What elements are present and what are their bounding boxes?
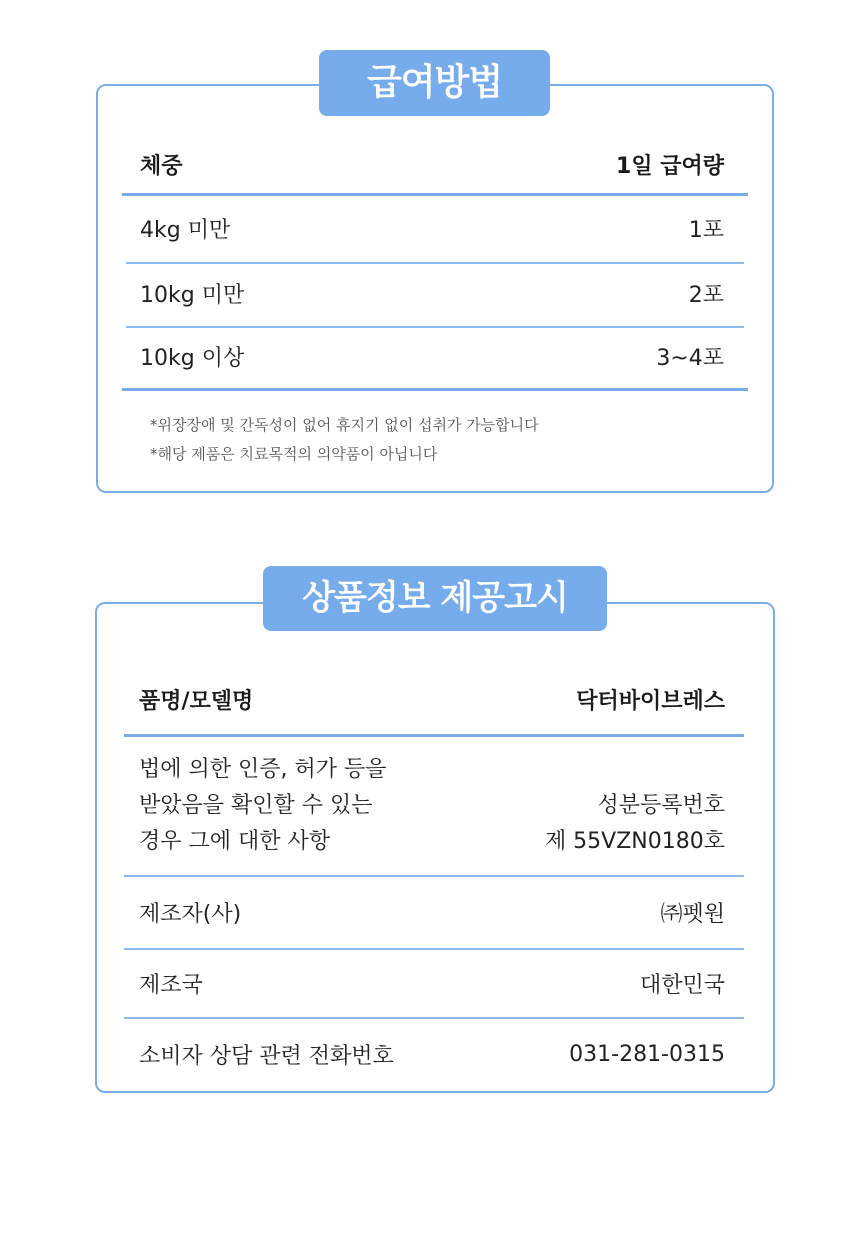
amount-cell: 2포 xyxy=(688,282,724,308)
note-line: *해당 제품은 치료목적의 의약품이 아닙니다 xyxy=(150,445,438,463)
country-label: 제조국 xyxy=(139,972,203,998)
certification-label-line: 경우 그에 대한 사항 xyxy=(139,829,330,854)
feeding-row xyxy=(98,341,772,371)
amount-cell: 1포 xyxy=(688,217,724,243)
certification-label-line: 법에 의한 인증, 허가 등을 xyxy=(139,757,387,782)
manufacturer-value: ㈜펫원 xyxy=(660,901,725,927)
info-row xyxy=(97,897,773,927)
certification-label-line: 받았음을 확인할 수 있는 xyxy=(139,793,373,818)
header-divider xyxy=(124,734,744,737)
certification-value-line: 성분등록번호 xyxy=(597,793,725,818)
info-row xyxy=(97,968,773,998)
weight-cell: 4kg 미만 xyxy=(140,217,231,243)
row-divider xyxy=(124,875,744,877)
weight-cell: 10kg 미만 xyxy=(140,282,245,308)
feeding-row xyxy=(98,213,772,243)
country-value: 대한민국 xyxy=(639,972,725,998)
table-bottom-divider xyxy=(122,388,748,391)
info-row xyxy=(97,1039,773,1069)
feeding-notes xyxy=(150,411,539,469)
product-info-card xyxy=(95,602,775,1093)
row-divider xyxy=(124,948,744,950)
phone-label: 소비자 상담 관련 전화번호 xyxy=(139,1043,394,1069)
daily-amount-header: 1일 급여량 xyxy=(616,153,724,179)
note-line: *위장장애 및 간독성이 없어 휴지기 없이 섭취가 가능합니다 xyxy=(150,416,539,434)
header-divider xyxy=(122,193,748,196)
info-header-row xyxy=(97,684,773,714)
feeding-row xyxy=(98,278,772,308)
row-divider xyxy=(124,1017,744,1019)
row-divider xyxy=(126,326,744,328)
certification-label xyxy=(139,752,387,860)
feeding-card xyxy=(96,84,774,493)
certification-value-line: 제 55VZN0180호 xyxy=(544,829,725,854)
product-name-label: 품명/모델명 xyxy=(139,688,254,714)
amount-cell: 3~4포 xyxy=(656,345,724,371)
weight-cell: 10kg 이상 xyxy=(140,345,245,371)
feeding-title: 급여방법 xyxy=(319,50,550,116)
feeding-header-row xyxy=(98,149,772,179)
product-name-value: 닥터바이브레스 xyxy=(576,688,725,714)
phone-value: 031-281-0315 xyxy=(569,1041,725,1067)
certification-value xyxy=(545,788,725,860)
row-divider xyxy=(126,262,744,264)
manufacturer-label: 제조자(사) xyxy=(139,901,242,927)
weight-header: 체중 xyxy=(140,153,183,179)
product-info-title: 상품정보 제공고시 xyxy=(263,566,607,631)
